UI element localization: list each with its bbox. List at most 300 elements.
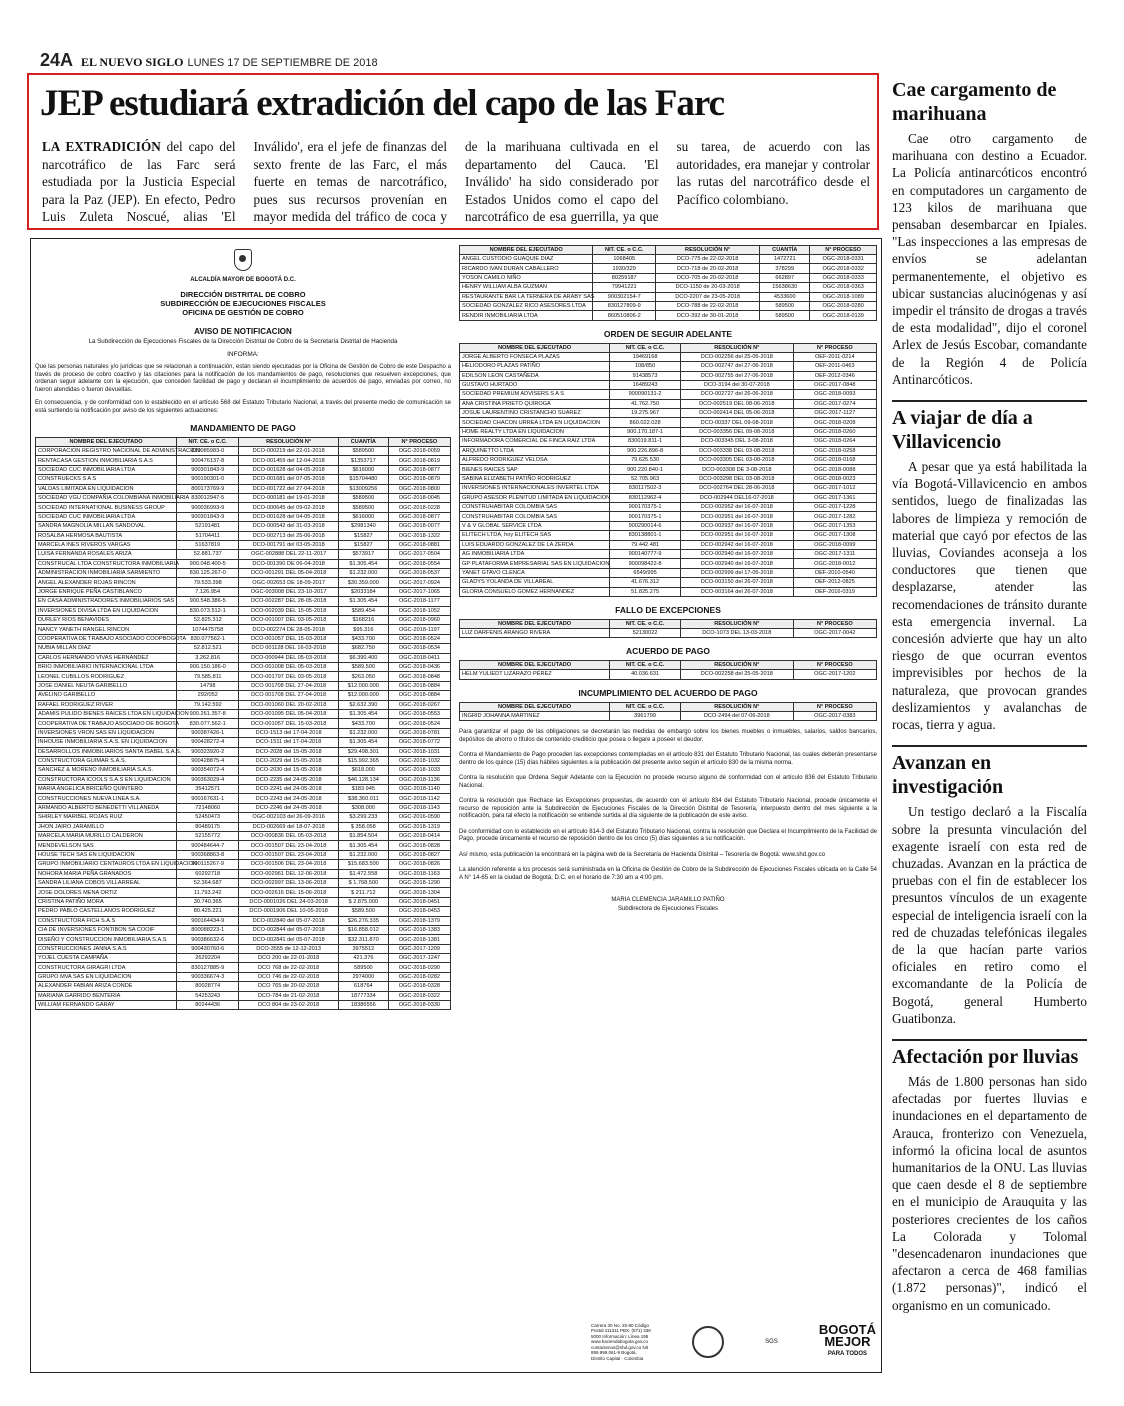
table-cell: OGC-2017-0504: [388, 550, 450, 559]
table-cell: DCO-002844 del 05-07-2018: [239, 925, 339, 934]
table-cell: SANCHEZ & MORENO INMOBILIARIA S.A.S.: [36, 766, 177, 775]
table-cell: 19.275.967: [610, 409, 681, 418]
table-cell: JHON JAIRO JARAMILLO: [36, 822, 177, 831]
table-cell: YOJEL CUESTA CAMPAÑA: [36, 954, 177, 963]
table-cell: DCO-002961 DEL 12-06-2018: [239, 869, 339, 878]
section-title: ACUERDO DE PAGO: [626, 646, 710, 657]
table-row: [36, 709, 451, 718]
table-cell: OGC-002103 del 26-09-2016: [239, 813, 339, 822]
table-cell: GUSTAVO HURTADO: [460, 380, 610, 389]
table-cell: CONSTRUCCIONES NUEVA LINEA S.A.: [36, 794, 177, 803]
table-cell: CONSTRUECKS S A S: [36, 475, 177, 484]
table-cell: OEF-2010-0540: [793, 568, 876, 577]
table-cell: 830138801-1: [610, 531, 681, 540]
table-cell: DURLEY RIOS BENAVIDES: [36, 616, 177, 625]
table-cell: 900301843-9: [177, 465, 239, 474]
table-cell: OGC-2018-0884: [388, 691, 450, 700]
table-cell: DCO-001507 DEL 23-04-2018: [239, 841, 339, 850]
table-cell: GRUPO ASESOR PLENITUD LIMITADA EN LIQUIDACION: [460, 493, 610, 502]
table-row: [460, 521, 877, 530]
table-cell: OGC-2018-0258: [793, 446, 876, 455]
table-cell: DCO-392 de 30-01-2018: [655, 311, 759, 320]
table-cell: DCO-2029 del 15-05-2018: [239, 756, 339, 765]
coat-of-arms-icon: [234, 249, 252, 271]
column-header: NIT. CE. o C.C.: [610, 661, 681, 670]
table-cell: DCO-002944 DEL16-07-2018: [681, 493, 794, 502]
table-row: [36, 681, 451, 690]
table-cell: 378299: [760, 264, 810, 273]
table-cell: 72148060: [177, 803, 239, 812]
column-header: RESOLUCIÓN N°: [681, 619, 794, 628]
table-row: [36, 972, 451, 981]
section-title: MANDAMIENTO DE PAGO: [190, 423, 296, 433]
table-cell: 900.048.400-5: [177, 559, 239, 568]
table-row: [460, 399, 877, 408]
table-cell: $589500: [338, 503, 388, 512]
table-cell: ANGEL ALEXANDER ROJAS RINCON: [36, 578, 177, 587]
table-cell: 1068405: [593, 255, 656, 264]
table-cell: OEF-2011-0214: [793, 352, 876, 361]
table-cell: DCO-2241 del 24-05-2018: [239, 785, 339, 794]
table-cell: 15638630: [760, 283, 810, 292]
table-cell: JOSUE LAURENTINO CRISTANCHO SUAREZ: [460, 409, 610, 418]
brief-3: [892, 745, 1087, 1027]
table-cell: HELM YULIEDT LIZARAZO PÉREZ: [460, 670, 610, 679]
table-cell: HOUSE TECH SAS EN LIQUIDACION: [36, 850, 177, 859]
table-cell: 79941221: [593, 283, 656, 292]
table-cell: 900170375-1: [610, 512, 681, 521]
table-cell: DCO-003150 del 26-07-2018: [681, 578, 794, 587]
column-header: RESOLUCIÓN N°: [681, 661, 794, 670]
table-row: [460, 283, 877, 292]
table-cell: DCO-1073 DEL 13-03-2018: [681, 628, 794, 637]
table-cell: DCO-775 de 22-02-2018: [655, 255, 759, 264]
column-header: N° PROCESO: [793, 619, 876, 628]
table-cell: $2981340: [338, 522, 388, 531]
section-title: INCUMPLIMIENTO DEL ACUERDO DE PAGO: [578, 687, 758, 698]
table-cell: RENTACASA GESTION INMOBILIARIA S.A.S: [36, 456, 177, 465]
table-cell: DCO 746 de 22-02-2018: [239, 972, 339, 981]
table-cell: 900323920-2: [177, 747, 239, 756]
column-header: NOMBRE DEL EJECUTADO: [460, 619, 610, 628]
note-paragraph: La atención referente a los procesos será suministrada en la Oficina de Gestión de Cobro de la Subdirección de Ejecuciones Fiscales ubicada en la Calle 54 A N° 14-65 en la ciudad de Bogotá, D.C. en el horario de 7:30 am a 4:00 pm.: [459, 867, 877, 881]
table-cell: DCO-001008 DEL 05-03-2018: [239, 662, 339, 671]
table-row: [36, 672, 451, 681]
table-row: [460, 465, 877, 474]
table-cell: OGC-2018-0537: [388, 569, 450, 578]
table-cell: 41.762.750: [610, 399, 681, 408]
table-cell: DCO-001057 DEL 15-03-2018: [239, 719, 339, 728]
table-cell: OGC-2018-0023: [793, 474, 876, 483]
table-row: [36, 907, 451, 916]
table-row: [36, 803, 451, 812]
table-row: [36, 888, 451, 897]
table-cell: OGC-2016-0590: [388, 813, 450, 822]
table-cell: DCO-001722 del 27-04-2018: [239, 484, 339, 493]
table-cell: 80489175: [177, 822, 239, 831]
table-row: [36, 662, 451, 671]
table-row: [460, 502, 877, 511]
table-cell: 18386556: [338, 1001, 388, 1010]
column-header: NOMBRE DEL EJECUTADO: [460, 343, 610, 352]
table-row: [460, 292, 877, 301]
table-cell: DCO-2235 del 24-05-2018: [239, 775, 339, 784]
table-cell: OGC-2018-0228: [388, 503, 450, 512]
table-header-row: [460, 661, 877, 670]
table-cell: DCO-003338 DEL 03-08-2018: [681, 446, 794, 455]
table-cell: AG INMOBILIARIA LTDA: [460, 549, 610, 558]
table-cell: RESTAURANTE BAR LA TERNERA DE ARABY SAS: [460, 292, 593, 301]
table-cell: DCO-001628 del 04-05-2018: [239, 512, 339, 521]
table-cell: DCO-001628 del 04-05-2018: [239, 465, 339, 474]
office-line: DIRECCIÓN DISTRITAL DE COBRO: [180, 290, 306, 299]
table-cell: COOPERATIVA DE TRABAJO ASOCIADO COOPBOGOTA: [36, 634, 177, 643]
table-cell: DESARROLLOS INMOBILIARIOS SANTA ISABEL S.A.S.: [36, 747, 177, 756]
table-cell: DCO 768 de 22-02-2018: [239, 963, 339, 972]
table-cell: SOCIEDAD CHACON URREA LTDA EN LIQUIDACION: [460, 418, 610, 427]
brand-line: MEJOR: [824, 1334, 871, 1349]
table-row: [460, 446, 877, 455]
table-cell: 830.073.512-1: [177, 606, 239, 615]
table-cell: DCO-2243 del 24-05-2018: [239, 794, 339, 803]
table-cell: DCO-002764 DEL 28-06-2018: [681, 484, 794, 493]
table-cell: OGC-2018-0077: [388, 522, 450, 531]
table-cell: 900.226.896-8: [610, 446, 681, 455]
table-cell: 618764: [338, 982, 388, 991]
table-cell: 80028774: [177, 982, 239, 991]
table-cell: OGC-2018-1197: [388, 625, 450, 634]
table-cell: 830112962-4: [610, 493, 681, 502]
alcaldia-logo: [35, 249, 451, 284]
table-cell: OGC-2018-0534: [388, 644, 450, 653]
certification-seal-icon: [692, 1326, 724, 1358]
table-cell: DISEÑO Y CONSTRUCCION INMOBILIARIA S.A.S: [36, 935, 177, 944]
table-row: [460, 493, 877, 502]
table-cell: OGC-2018-0881: [388, 540, 450, 549]
table-cell: INVERSIONES INTERNACIONALES INVERTEL LTDA: [460, 484, 610, 493]
table-row: [36, 522, 451, 531]
table-cell: 900190301-0: [177, 475, 239, 484]
table-cell: HOME REALTY LTDA EN LIQUIDACION: [460, 427, 610, 436]
table-cell: AVELINO GARIBELLO: [36, 691, 177, 700]
table-cell: NUBIA MILLAN DIAZ: [36, 644, 177, 653]
table-cell: OGC-2017-1065: [388, 587, 450, 596]
table-cell: OGC-2018-1052: [388, 606, 450, 615]
table-cell: CARLOS HERNANDO VIVAS HERNANDEZ: [36, 653, 177, 662]
table-row: [460, 628, 877, 637]
table-row: [460, 531, 877, 540]
table-cell: NOHORA MARIA PEÑA GRANADOS: [36, 869, 177, 878]
table-cell: 6549/995: [610, 568, 681, 577]
notice-left-column: [35, 243, 451, 1363]
table-cell: OGC-2018-1089: [810, 292, 877, 301]
table-cell: 900368863-8: [177, 850, 239, 859]
table-cell: HELIODORO PLAZAS PATIÑO: [460, 362, 610, 371]
table-cell: 900428875-4: [177, 756, 239, 765]
table-cell: 900.170.187-1: [610, 427, 681, 436]
page-number: 24A: [40, 50, 74, 70]
table-row: [36, 747, 451, 756]
table-cell: 292/052: [177, 691, 239, 700]
column-header: N° PROCESO: [793, 343, 876, 352]
table-cell: OEF-2012-0825: [793, 578, 876, 587]
table-cell: DCO 200 de 22-01-2018: [239, 954, 339, 963]
table-row: [36, 897, 451, 906]
table-cell: DCO-002951 del 16-07-2018: [681, 512, 794, 521]
brief-4: [892, 1039, 1087, 1314]
table-cell: OGC-2018-0554: [388, 559, 450, 568]
table-cell: 91438573: [610, 371, 681, 380]
table-cell: OGC-2017-1353: [793, 521, 876, 530]
lead-body: del capo del narcotráfico de las Farc será estudiada por la Justicia Especial para la Paz (JEP). En efecto, Pedro Luis Zuleta Noscué, alias 'El Inválido', era el jefe de finanzas del sexto frente de las Farc, el más fuerte en temas de narcotráfico, pues sus recursos provenían en mayor medida del tráfico de coca y de la marihuana cultivada en el departamento del Cauca. 'El Inválido' ha sido considerado por Estados Unidos como el capo del narcotráfico de esa guerrilla, ya que su tarea, de acuerdo con las autoridades, era manejar y controlar las rutas del narcotráfico desde el Pacífico colombiano.: [42, 139, 870, 224]
table-cell: DCO-2494 del 07-06-2018: [681, 711, 794, 720]
table-cell: DCO-2030 del 15-05-2018: [239, 766, 339, 775]
table-row: [460, 559, 877, 568]
table-cell: OGC-2017-0924: [388, 578, 450, 587]
table-cell: ADAMIS PULIDO BIENES RAICES LTDA EN LIQUIDACION: [36, 709, 177, 718]
legal-notice: [30, 238, 882, 1373]
table-row: [36, 578, 451, 587]
table-cell: OGC-2018-0264: [793, 437, 876, 446]
table-cell: INHOUSE INMOBILIARIA S.A.S. EN LIQUIDACION: [36, 738, 177, 747]
table-cell: OGC-2017-0042: [793, 628, 876, 637]
table-cell: 900090131-2: [610, 390, 681, 399]
table-cell: $46.128.134: [338, 775, 388, 784]
table-cell: DCO-2246 del 24-05-2018: [239, 803, 339, 812]
table-row: [36, 944, 451, 953]
table-cell: 52.825.312: [177, 616, 239, 625]
table-row: [460, 427, 877, 436]
table-cell: $15827: [338, 531, 388, 540]
table-cell: OGC-002653 DE 18-09-2017: [239, 578, 339, 587]
table-cell: 11.793.242: [177, 888, 239, 897]
table-cell: DCO-788 de 22-02-2018: [655, 301, 759, 310]
table-cell: MARIANA GARRIDO BENTERIA: [36, 991, 177, 1000]
column-header: RESOLUCIÓN N°: [239, 438, 339, 447]
table-cell: $12.000.000: [338, 681, 388, 690]
table-cell: 830.077562-1: [177, 634, 239, 643]
table-cell: DCO-001681 del 07-05-2018: [239, 475, 339, 484]
table-cell: SANDRA MAGNOLIA MILLAN SANDOVAL: [36, 522, 177, 531]
issue-date: LUNES 17 DE SEPTIEMBRE DE 2018: [187, 57, 378, 69]
table-cell: CONSTRUCCIONES JANNA S.A.S: [36, 944, 177, 953]
notice-notes: [459, 729, 877, 882]
table-cell: DCO-002274 DE 28-05-2018: [239, 625, 339, 634]
table-row: [460, 301, 877, 310]
table-cell: 26292204: [177, 954, 239, 963]
table-row: [460, 484, 877, 493]
table-cell: EDILSON LEON CASTAÑEDA: [460, 371, 610, 380]
table-cell: 60292718: [177, 869, 239, 878]
table-cell: OGC-2017-1012: [793, 484, 876, 493]
table-row: [36, 616, 451, 625]
table-cell: DCO-003356 DEL 09-08-2018: [681, 427, 794, 436]
table-cell: DCO-001506 DEL 23-04-2018: [239, 860, 339, 869]
lead-start: LA EXTRADICIÓN: [42, 139, 161, 154]
section-title: FALLO DE EXCEPCIONES: [615, 604, 721, 615]
brief-body: A pesar que ya está habilitada la vía Bogotá-Villavicencio en ambos sentidos, luego de finalizadas las labores de limpieza y remoción de material que cayó por efectos de las lluvias, Coviandes aconseja a los conductores que tienen que desplazarse, atender las recomendaciones de tránsito durante esta emergencia invernal. La concesión advierte que hay un alto riesgo de que ocurran eventos imprevisibles por hechos de la naturaleza, que provocan grandes deslizamientos y avalanchas de rocas, tierra y agua.: [892, 459, 1087, 733]
table-row: [460, 371, 877, 380]
table-cell: 2974000: [338, 972, 388, 981]
table-cell: OGC-2018-0282: [388, 972, 450, 981]
table-cell: 3975512: [338, 944, 388, 953]
table-cell: $263.050: [338, 672, 388, 681]
table-cell: CORPORACION REGISTRO NACIONAL DE ADMINISTRACION: [36, 447, 177, 456]
table-cell: MARCELA MARIA MURILLO CALDERON: [36, 832, 177, 841]
table-cell: INVERSIONES VRON SAS EN LIQUIDACION: [36, 728, 177, 737]
table-row: [36, 597, 451, 606]
table-cell: OEF-2011-0463: [793, 362, 876, 371]
table-cell: DCO-1150 de 20-03-2018: [655, 283, 759, 292]
article-lead: [42, 138, 870, 226]
section-title: ORDEN DE SEGUIR ADELANTE: [603, 328, 733, 339]
table-cell: OGC-2018-0045: [388, 493, 450, 502]
table-cell: OGC-002888 DEL 22-11-2017: [239, 550, 339, 559]
table-cell: HENRY WILLIAM ALBA GUZMAN: [460, 283, 593, 292]
table-cell: 80244436: [177, 1001, 239, 1010]
table-cell: DCO-000645 del 09-02-2018: [239, 503, 339, 512]
table-cell: DCO-002727 del 26-06-2018: [681, 390, 794, 399]
table-cell: OGC-2018-0826: [388, 860, 450, 869]
table-cell: DCO-1511 del 17-04-2018: [239, 738, 339, 747]
table-header-row: [460, 343, 877, 352]
column-header: RESOLUCIÓN N°: [681, 702, 794, 711]
table-cell: BRIO INMOBILIARIO INTERNACIONAL LTDA: [36, 662, 177, 671]
table-cell: DCO-000944 DEL 05-03-2018: [239, 653, 339, 662]
table-row: [460, 409, 877, 418]
notice-subtitle: La Subdirección de Ejecuciones Fiscales de la Dirección Distrital de Cobro de la Secretaría Distrital de Hacienda: [88, 338, 398, 345]
table-cell: $15.683.500: [338, 860, 388, 869]
table-cell: OGC-2018-1319: [388, 822, 450, 831]
table-cell: ELITECH LTDA, hoy ELITECH SAS: [460, 531, 610, 540]
table-row: [36, 935, 451, 944]
table-cell: 54253243: [177, 991, 239, 1000]
table-cell: 589500: [760, 301, 810, 310]
table-cell: 900098422-8: [610, 559, 681, 568]
table-cell: 900167631-1: [177, 794, 239, 803]
table-cell: $168216: [338, 616, 388, 625]
table-cell: 30.740.365: [177, 897, 239, 906]
table-cell: $183.945: [338, 785, 388, 794]
table-cell: DCO-002519 DEL 08-06-2018: [681, 399, 794, 408]
table-row: [36, 653, 451, 662]
table-row: [36, 493, 451, 502]
column-header: NOMBRE DEL EJECUTADO: [460, 246, 593, 255]
table-cell: 900170375-1: [610, 502, 681, 511]
table-cell: DCO-002997 DEL 13-06-2018: [239, 878, 339, 887]
table-cell: WILLIAM FERNANDO GARAY: [36, 1001, 177, 1010]
column-header: NIT. CE. o C.C.: [610, 619, 681, 628]
bogota-mejor-logo: [819, 1324, 876, 1360]
table-cell: SHIRLEY MARIBEL ROJAS RUIZ: [36, 813, 177, 822]
table-cell: 900301843-9: [177, 512, 239, 521]
table-row: [36, 794, 451, 803]
table-cell: OGC-2018-0879: [388, 475, 450, 484]
table-cell: OGC-2018-1177: [388, 597, 450, 606]
table-row: [36, 869, 451, 878]
table-cell: OGC-2017-1247: [388, 954, 450, 963]
table-cell: SOCIEDAD VGU COMPAÑIA COLOMBIANA INMOBILIARIA: [36, 493, 177, 502]
notice-paragraph: En consecuencia, y de conformidad con lo establecido en el artículo 568 del Estatuto Tributario Nacional, a través del presente medio de comunicación se está surtiendo la notificación por aviso de los siguientes actuaciones:: [35, 400, 451, 414]
table-cell: OGC-2018-1142: [388, 794, 450, 803]
table-row: [460, 670, 877, 679]
table-cell: DCO-002669 del 18-07-2018: [239, 822, 339, 831]
table-cell: $15.992.365: [338, 756, 388, 765]
table-cell: DCO-001057 DEL 15-03-2018: [239, 634, 339, 643]
table-cell: OEF-2012-0346: [793, 371, 876, 380]
table-cell: DCO-002747 del 27-06-2018: [681, 362, 794, 371]
table-cell: OGC-2017-1282: [793, 512, 876, 521]
table-cell: OGC-2018-0330: [388, 1001, 450, 1010]
table-cell: OGC-2018-0093: [793, 390, 876, 399]
table-cell: OGC-2018-0267: [388, 700, 450, 709]
brief-title: Avanzan en investigación: [892, 752, 1004, 799]
table-cell: OGC-2017-0274: [793, 399, 876, 408]
table-cell: YOSON CAMILO NIÑO: [460, 273, 593, 282]
table-cell: OGC-2018-0331: [810, 255, 877, 264]
table-cell: 52.705.963: [610, 474, 681, 483]
table-cell: 830.077.562-1: [177, 719, 239, 728]
table-cell: DCO-001797 DEL 03-05-2018: [239, 672, 339, 681]
table-row: [36, 625, 451, 634]
table-row: [460, 711, 877, 720]
table-cell: $573917: [338, 550, 388, 559]
table-cell: JORGE ALBERTO FONSECA PLAZAS: [460, 352, 610, 361]
table-cell: RENDIR INMOBILIARIA LTDA: [460, 311, 593, 320]
table-row: [460, 418, 877, 427]
table-cell: MENDEVELSON SAS: [36, 841, 177, 850]
table-cell: DCO-001291 DEL 05-04-2018: [239, 569, 339, 578]
table-cell: $ 358.058: [338, 822, 388, 831]
table-cell: OGC-2018-0012: [793, 559, 876, 568]
table-cell: ANA CRISTINA PRIETO QUIROGA: [460, 399, 610, 408]
table-cell: SOCIEDAD PREMIUM ADVISERS S A S: [460, 390, 610, 399]
table-cell: DCO-002952 del 16-07-2018: [681, 502, 794, 511]
column-header: RESOLUCIÓN N°: [655, 246, 759, 255]
table-cell: DCO-003345 DEL 3-08-2018: [681, 437, 794, 446]
table-cell: OGC-2018-1379: [388, 916, 450, 925]
table-row: [460, 578, 877, 587]
table-cell: 900336674-3: [177, 972, 239, 981]
table-row: [460, 352, 877, 361]
table-cell: 52.364.687: [177, 878, 239, 887]
table-cell: $29.498.301: [338, 747, 388, 756]
column-header: N° PROCESO: [388, 438, 450, 447]
table-cell: 830127885-9: [177, 963, 239, 972]
table-cell: OGC-2018-1290: [388, 878, 450, 887]
notice-right-column: [459, 245, 877, 1365]
table-cell: OGC-2018-1033: [388, 766, 450, 775]
table-header-row: [460, 246, 877, 255]
table-cell: $32.311.870: [338, 935, 388, 944]
table-row: [36, 569, 451, 578]
table-cell: INFORMADORA COMERCIAL DE FINCA RAIZ LTDA: [460, 437, 610, 446]
table-cell: OGC-2018-0884: [388, 681, 450, 690]
table-row: [36, 503, 451, 512]
table-cell: $13009256: [338, 484, 388, 493]
table-cell: OGC-2017-1228: [793, 502, 876, 511]
table-cell: OGC-2018-0848: [388, 672, 450, 681]
table-cell: DCO-00337 DEL 09-08-2018: [681, 418, 794, 427]
table-cell: 14798: [177, 681, 239, 690]
table-cell: $38.360.011: [338, 794, 388, 803]
column-header: NOMBRE DEL EJECUTADO: [460, 661, 610, 670]
table-cell: ALFREDO RODRIGUEZ VELOSA: [460, 456, 610, 465]
table-cell: 900430760-6: [177, 944, 239, 953]
brand-tagline: PARA TODOS: [827, 1351, 868, 1357]
table-cell: CIA DE INVERSIONES FONTIBON SA COOIF: [36, 925, 177, 934]
table-cell: DCO-002414 DEL 05-06-2018: [681, 409, 794, 418]
